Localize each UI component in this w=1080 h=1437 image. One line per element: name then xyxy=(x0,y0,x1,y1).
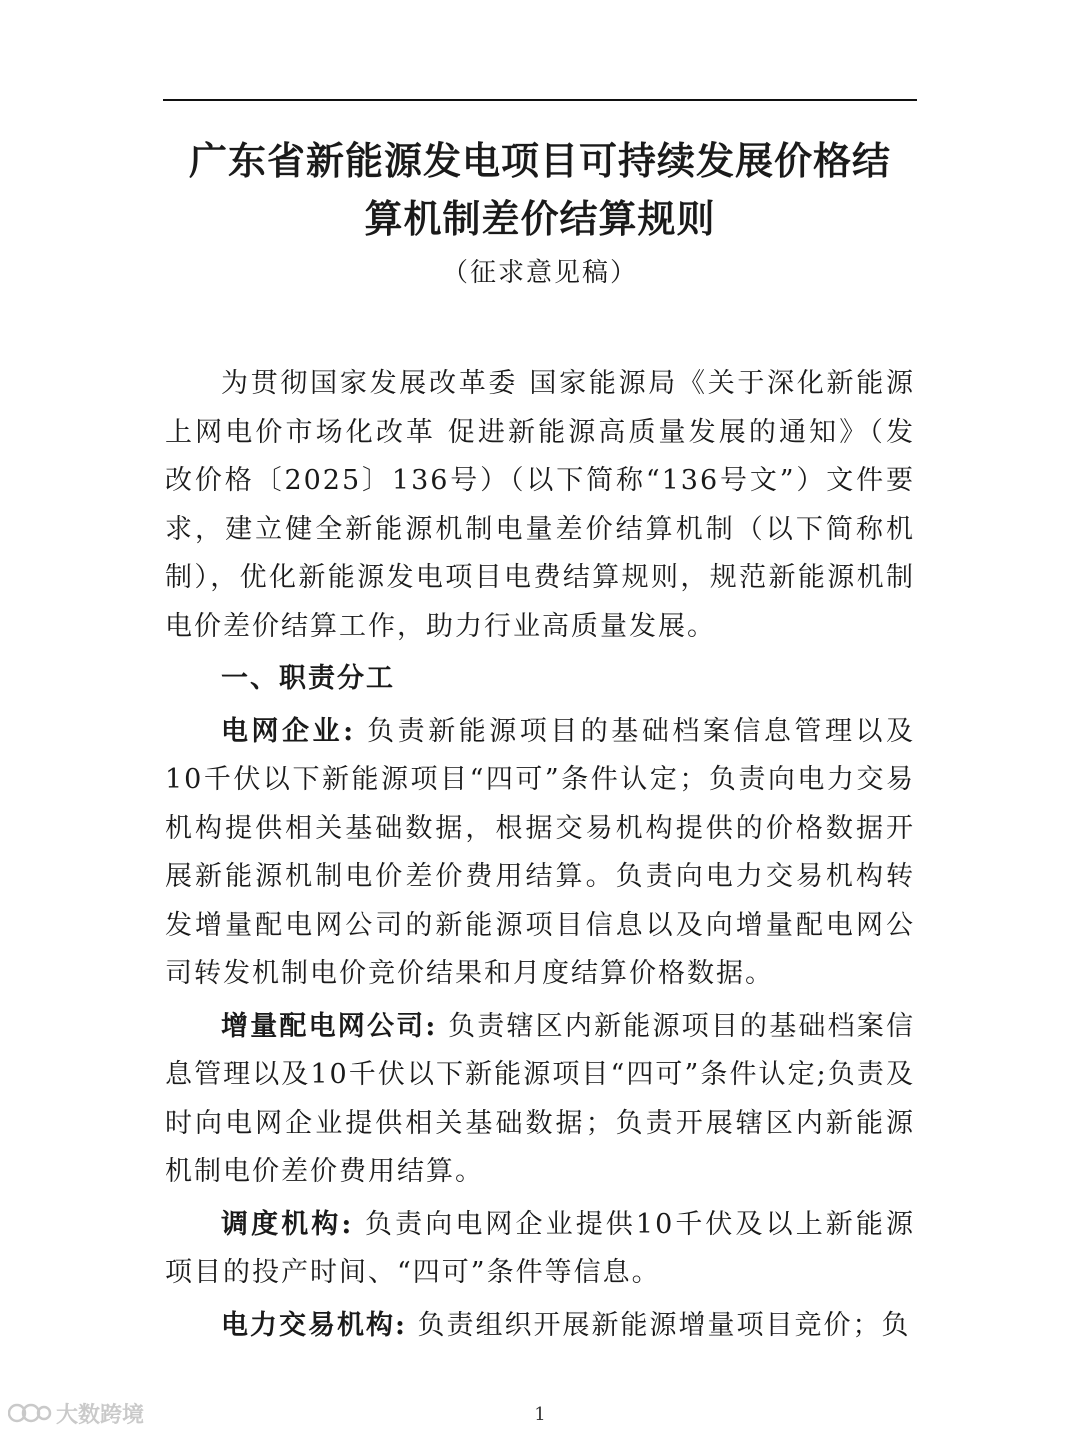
incremental-company-text: 负责辖区内新能源项目的基础档案信息管理以及10千伏以下新能源项目“四可”条件认定;负责及时向电网企业提供相关基础数据；负责开展辖区内新能源机制电价差价费用结算。 xyxy=(165,1010,915,1187)
section-heading: 一、职责分工 xyxy=(221,663,395,694)
watermark-text: 大数跨境 xyxy=(56,1402,145,1428)
document-title xyxy=(140,132,940,248)
exchange-text: 负责组织开展新能源增量项目竞价；负 xyxy=(406,1309,911,1341)
incremental-company-paragraph xyxy=(165,1003,915,1197)
dispatch-text: 负责向电网企业提供10千伏及以上新能源项目的投产时间、“四可”条件等信息。 xyxy=(165,1208,915,1288)
document-body xyxy=(165,360,915,1354)
title-line-1: 广东省新能源发电项目可持续发展价格结 xyxy=(188,138,891,183)
watermark xyxy=(8,1399,144,1427)
grid-company-text: 负责新能源项目的基础档案信息管理以及10千伏以下新能源项目“四可”条件认定；负责向电力交易机构提供相关基础数据，根据交易机构提供的价格数据开展新能源机制电价差价费用结算。负责向电力交易机构转发增量配电网公司的新能源项目信息以及向增量配电网公司转发机制电价竞价结果和月度结算价格数据。 xyxy=(165,715,915,989)
exchange-paragraph xyxy=(165,1302,915,1351)
exchange-label: 电力交易机构: xyxy=(221,1309,407,1341)
intro-paragraph: 为贯彻国家发展改革委 国家能源局《关于深化新能源上网电价市场化改革 促进新能源高质量发展的通知》（发改价格〔2025〕136号）（以下简称“136号文”）文件要求，建立健全新能源机制电量差价结算机制（以下简称机制），优化新能源发电项目电费结算规则，规范新能源机制电价差价结算工作，助力行业高质量发展。 xyxy=(165,368,915,642)
dispatch-label: 调度机构: xyxy=(221,1208,354,1240)
header-rule xyxy=(163,99,917,101)
title-line-2: 算机制差价结算规则 xyxy=(364,196,716,241)
brand-logo-icon xyxy=(8,1400,52,1426)
dispatch-paragraph xyxy=(165,1201,915,1298)
incremental-company-label: 增量配电网公司: xyxy=(221,1010,438,1042)
grid-company-label: 电网企业: xyxy=(221,715,356,747)
page-number: 1 xyxy=(534,1404,546,1425)
grid-company-paragraph xyxy=(165,708,915,999)
document-subtitle: （征求意见稿） xyxy=(441,258,638,288)
